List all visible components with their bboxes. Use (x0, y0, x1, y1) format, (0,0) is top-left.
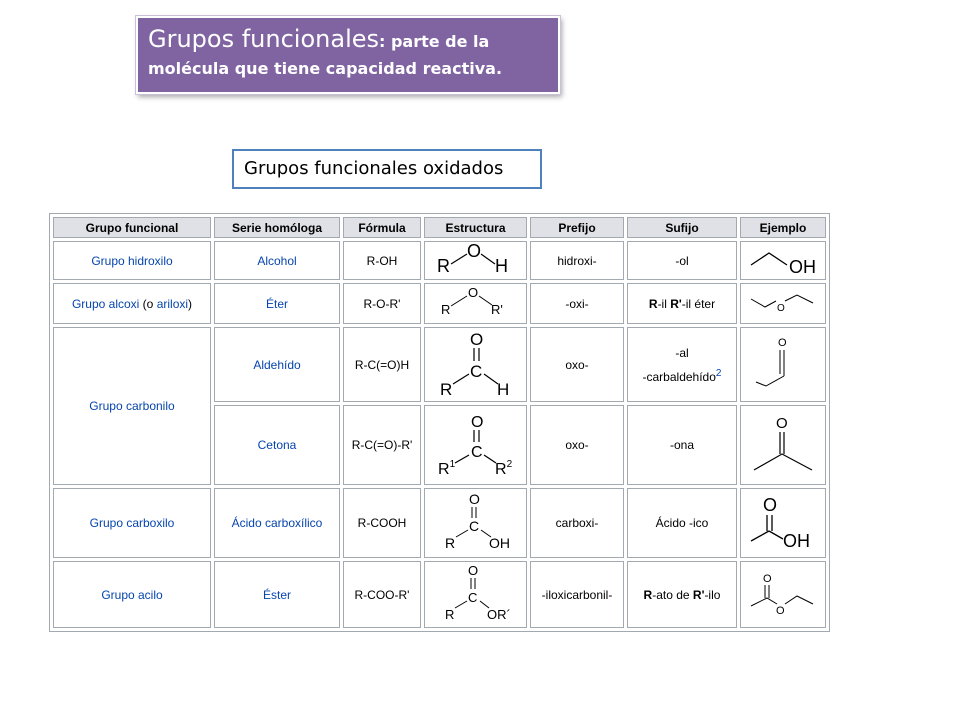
header-serie-homologa: Serie homóloga (214, 217, 340, 238)
suffix-bold-rp: R' (692, 587, 705, 602)
table-row (53, 561, 826, 628)
series-cell (214, 405, 340, 485)
carboxyl-structure (431, 490, 521, 554)
suffix-al: -al (675, 345, 689, 360)
group-cell (53, 283, 211, 324)
title-line-2: molécula que tiene capacidad reactiva. (148, 59, 503, 78)
example-o: O (776, 605, 785, 617)
example-o: O (776, 414, 788, 432)
link-ester[interactable]: Éster (262, 587, 291, 602)
example-cell (740, 327, 826, 402)
header-grupo-funcional: Grupo funcional (53, 217, 211, 238)
prefix-cell: -iloxicarbonil- (530, 561, 624, 628)
atom-r1-letter: R (437, 460, 450, 477)
group-text: (o (139, 296, 157, 311)
header-estructura: Estructura (424, 217, 527, 238)
atom-r: R (444, 607, 454, 622)
formula-cell: R-COOH (343, 488, 421, 558)
acetone-example (748, 410, 818, 478)
link-grupo-hidroxilo[interactable]: Grupo hidroxilo (91, 253, 173, 268)
atom-oh: OH (488, 534, 510, 551)
suffix-cell: Ácido -ico (627, 488, 737, 558)
group-cell (53, 241, 211, 280)
group-cell (53, 561, 211, 628)
title-line-1 (148, 24, 548, 57)
acetic-acid-example (745, 491, 821, 553)
atom-rp: R' (490, 302, 503, 317)
formula-cell: R-C(=O)H (343, 327, 421, 402)
atom-r: R (440, 302, 450, 317)
suffix-cell: -ona (627, 405, 737, 485)
series-cell (214, 327, 340, 402)
propanal-example (748, 330, 818, 396)
suffix-cell (627, 561, 737, 628)
hydroxyl-structure (431, 242, 521, 276)
example-o: O (778, 337, 787, 349)
link-grupo-alcoxi[interactable]: Grupo alcoxi (71, 296, 140, 311)
ethanol-example (745, 243, 821, 275)
formula-cell: R-OH (343, 241, 421, 280)
header-sufijo: Sufijo (627, 217, 737, 238)
link-acido-carboxilico[interactable]: Ácido carboxílico (231, 516, 323, 530)
suffix-text-end: -ilo (704, 587, 721, 602)
prefix-cell: oxo- (530, 327, 624, 402)
atom-o: O (467, 285, 478, 300)
ester-structure (431, 562, 521, 624)
example-cell (740, 283, 826, 324)
group-cell (53, 488, 211, 558)
atom-r1-sup: 1 (449, 458, 455, 470)
series-cell (214, 561, 340, 628)
prefix-cell: hidroxi- (530, 241, 624, 280)
series-cell (214, 488, 340, 558)
functional-groups-table (49, 213, 830, 632)
slide-title (136, 16, 560, 94)
atom-h: H (496, 380, 509, 398)
prefix-cell: carboxi- (530, 488, 624, 558)
atom-r: R (444, 534, 455, 551)
suffix-bold-r: R (648, 296, 658, 311)
atom-o: O (470, 413, 483, 431)
atom-c: C (467, 590, 477, 605)
atom-r1 (438, 459, 456, 477)
header-formula: Fórmula (343, 217, 421, 238)
suffix-cell: -ol (627, 241, 737, 280)
structure-cell (424, 405, 527, 485)
prefix-cell: -oxi- (530, 283, 624, 324)
prefix-cell: oxo- (530, 405, 624, 485)
structure-cell (424, 561, 527, 628)
link-alcohol[interactable]: Alcohol (257, 253, 297, 268)
atom-orp: OR´ (486, 607, 511, 622)
atom-o: O (466, 242, 481, 261)
atom-c: C (470, 443, 483, 461)
suffix-text: -il (657, 296, 671, 311)
formula-cell: R-COO-R' (343, 561, 421, 628)
example-oh: OH (783, 530, 810, 551)
structure-cell (424, 327, 527, 402)
slide-subtitle: Grupos funcionales oxidados (232, 149, 542, 189)
formula-cell: R-C(=O)-R' (343, 405, 421, 485)
suffix-cell (627, 327, 737, 402)
example-cell (740, 241, 826, 280)
suffix-text-end: -il éter (681, 296, 716, 311)
series-cell (214, 283, 340, 324)
atom-h: H (494, 256, 508, 276)
example-o: O (763, 494, 778, 515)
example-cell (740, 405, 826, 485)
formula-cell: R-O-R' (343, 283, 421, 324)
atom-o: O (467, 563, 478, 578)
table-header-row (53, 217, 826, 238)
table-row (53, 488, 826, 558)
ether-structure (431, 284, 521, 320)
table-row (53, 327, 826, 402)
example-oh: OH (789, 257, 816, 275)
header-prefijo: Prefijo (530, 217, 624, 238)
atom-o: O (469, 330, 483, 349)
structure-cell (424, 488, 527, 558)
title-rest: : parte de la (379, 32, 490, 51)
aldehyde-structure (431, 328, 521, 398)
header-ejemplo: Ejemplo (740, 217, 826, 238)
atom-c: C (468, 517, 479, 534)
link-grupo-carboxilo[interactable]: Grupo carboxilo (89, 516, 175, 530)
atom-r2-letter: R (494, 460, 507, 477)
link-cetona[interactable]: Cetona (257, 438, 297, 452)
link-aldehido[interactable]: Aldehído (253, 357, 301, 372)
link-grupo-acilo[interactable]: Grupo acilo (101, 587, 163, 602)
diethyl-ether-example (745, 287, 821, 317)
example-o: O (777, 303, 785, 314)
link-ariloxi[interactable]: ariloxi (156, 296, 189, 311)
suffix-carbaldehido (632, 368, 732, 384)
group-cell (53, 327, 211, 485)
suffix-bold-rp: R' (670, 296, 682, 311)
title-main: Grupos funcionales (148, 25, 379, 53)
suffix-text: -ato de (652, 587, 693, 602)
ethyl-acetate-example (745, 564, 821, 622)
group-text-end: ) (188, 296, 193, 311)
example-cell (740, 488, 826, 558)
series-cell (214, 241, 340, 280)
atom-r: R (439, 380, 452, 398)
suffix-cell (627, 283, 737, 324)
suffix-bold-r: R (643, 587, 653, 602)
atom-r2 (495, 459, 513, 477)
atom-r2-sup: 2 (506, 458, 512, 470)
footnote-link[interactable]: 2 (715, 367, 722, 379)
table-row (53, 283, 826, 324)
atom-o: O (468, 490, 480, 507)
atom-c: C (469, 362, 482, 381)
table-row (53, 241, 826, 280)
structure-cell (424, 283, 527, 324)
example-cell (740, 561, 826, 628)
example-o: O (763, 573, 772, 585)
link-eter[interactable]: Éter (265, 296, 288, 311)
structure-cell (424, 241, 527, 280)
atom-r: R (436, 256, 450, 276)
suffix-carbaldehido-text: -carbaldehído (642, 369, 716, 384)
link-grupo-carbonilo[interactable]: Grupo carbonilo (89, 399, 175, 413)
ketone-structure (431, 411, 521, 477)
